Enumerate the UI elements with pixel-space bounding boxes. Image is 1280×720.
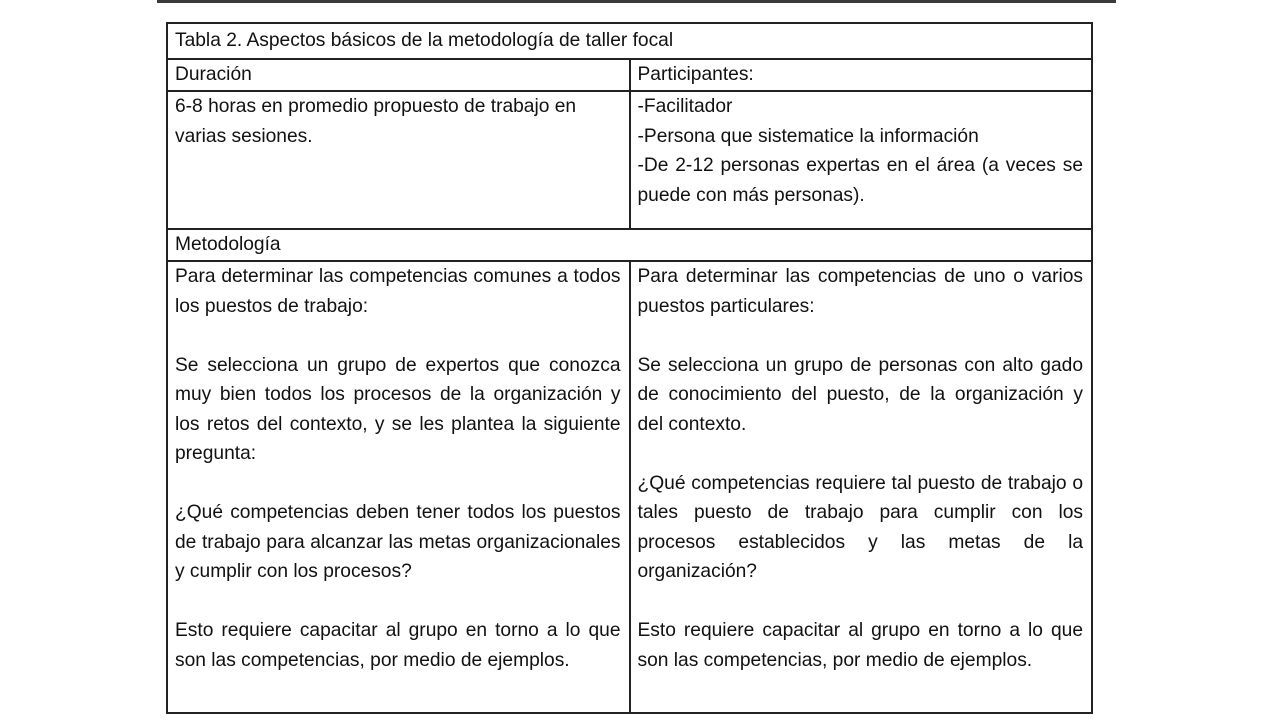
particular-question: ¿Qué competencias requiere tal puesto de trabajo o tales puesto de trabajo para cumplir con los procesos establecidos y las metas de la organización? [637, 472, 1083, 582]
duration-cell [167, 91, 630, 229]
common-selection: Se selecciona un grupo de expertos que conozca muy bien todos los procesos de la organización y los retos del contexto, y se les plantea la siguiente pregunta: [175, 354, 621, 464]
particular-selection: Se selecciona un grupo de personas con alto gado de conocimiento del puesto, de la organización y del contexto. [637, 354, 1083, 435]
participants-cell [630, 91, 1093, 229]
participant-item: -Persona que sistematice la información [637, 125, 979, 147]
common-competencies-cell [167, 261, 630, 713]
particular-note: Esto requiere capacitar al grupo en torno a lo que son las competencias, por medio de ejemplos. [637, 620, 1083, 671]
info-row [167, 91, 1092, 229]
methodology-header: Metodología [167, 229, 1092, 261]
participant-item: -De 2-12 personas expertas en el área (a veces se puede con más personas). [637, 155, 1083, 206]
participants-header: Participantes: [630, 59, 1093, 91]
table-title: Tabla 2. Aspectos básicos de la metodología de taller focal [167, 23, 1092, 59]
methodology-table [166, 22, 1093, 714]
duration-header: Duración [167, 59, 630, 91]
methodology-header-row [167, 229, 1092, 261]
particular-competencies-cell [630, 261, 1093, 713]
participant-item: -Facilitador [637, 96, 733, 117]
header-row [167, 59, 1092, 91]
particular-intro: Para determinar las competencias de uno o varios puestos particulares: [637, 266, 1083, 317]
common-question: ¿Qué competencias deben tener todos los puestos de trabajo para alcanzar las metas organizacionales y cumplir con los procesos? [175, 502, 621, 582]
table-title-row [167, 23, 1092, 59]
top-border-line [157, 0, 1116, 3]
common-intro: Para determinar las competencias comunes a todos los puestos de trabajo: [175, 266, 621, 317]
methodology-body-row [167, 261, 1092, 713]
duration-text: 6-8 horas en promedio propuesto de trabajo en varias sesiones. [175, 96, 577, 147]
common-note: Esto requiere capacitar al grupo en torno a lo que son las competencias, por medio de ejemplos. [175, 620, 621, 671]
